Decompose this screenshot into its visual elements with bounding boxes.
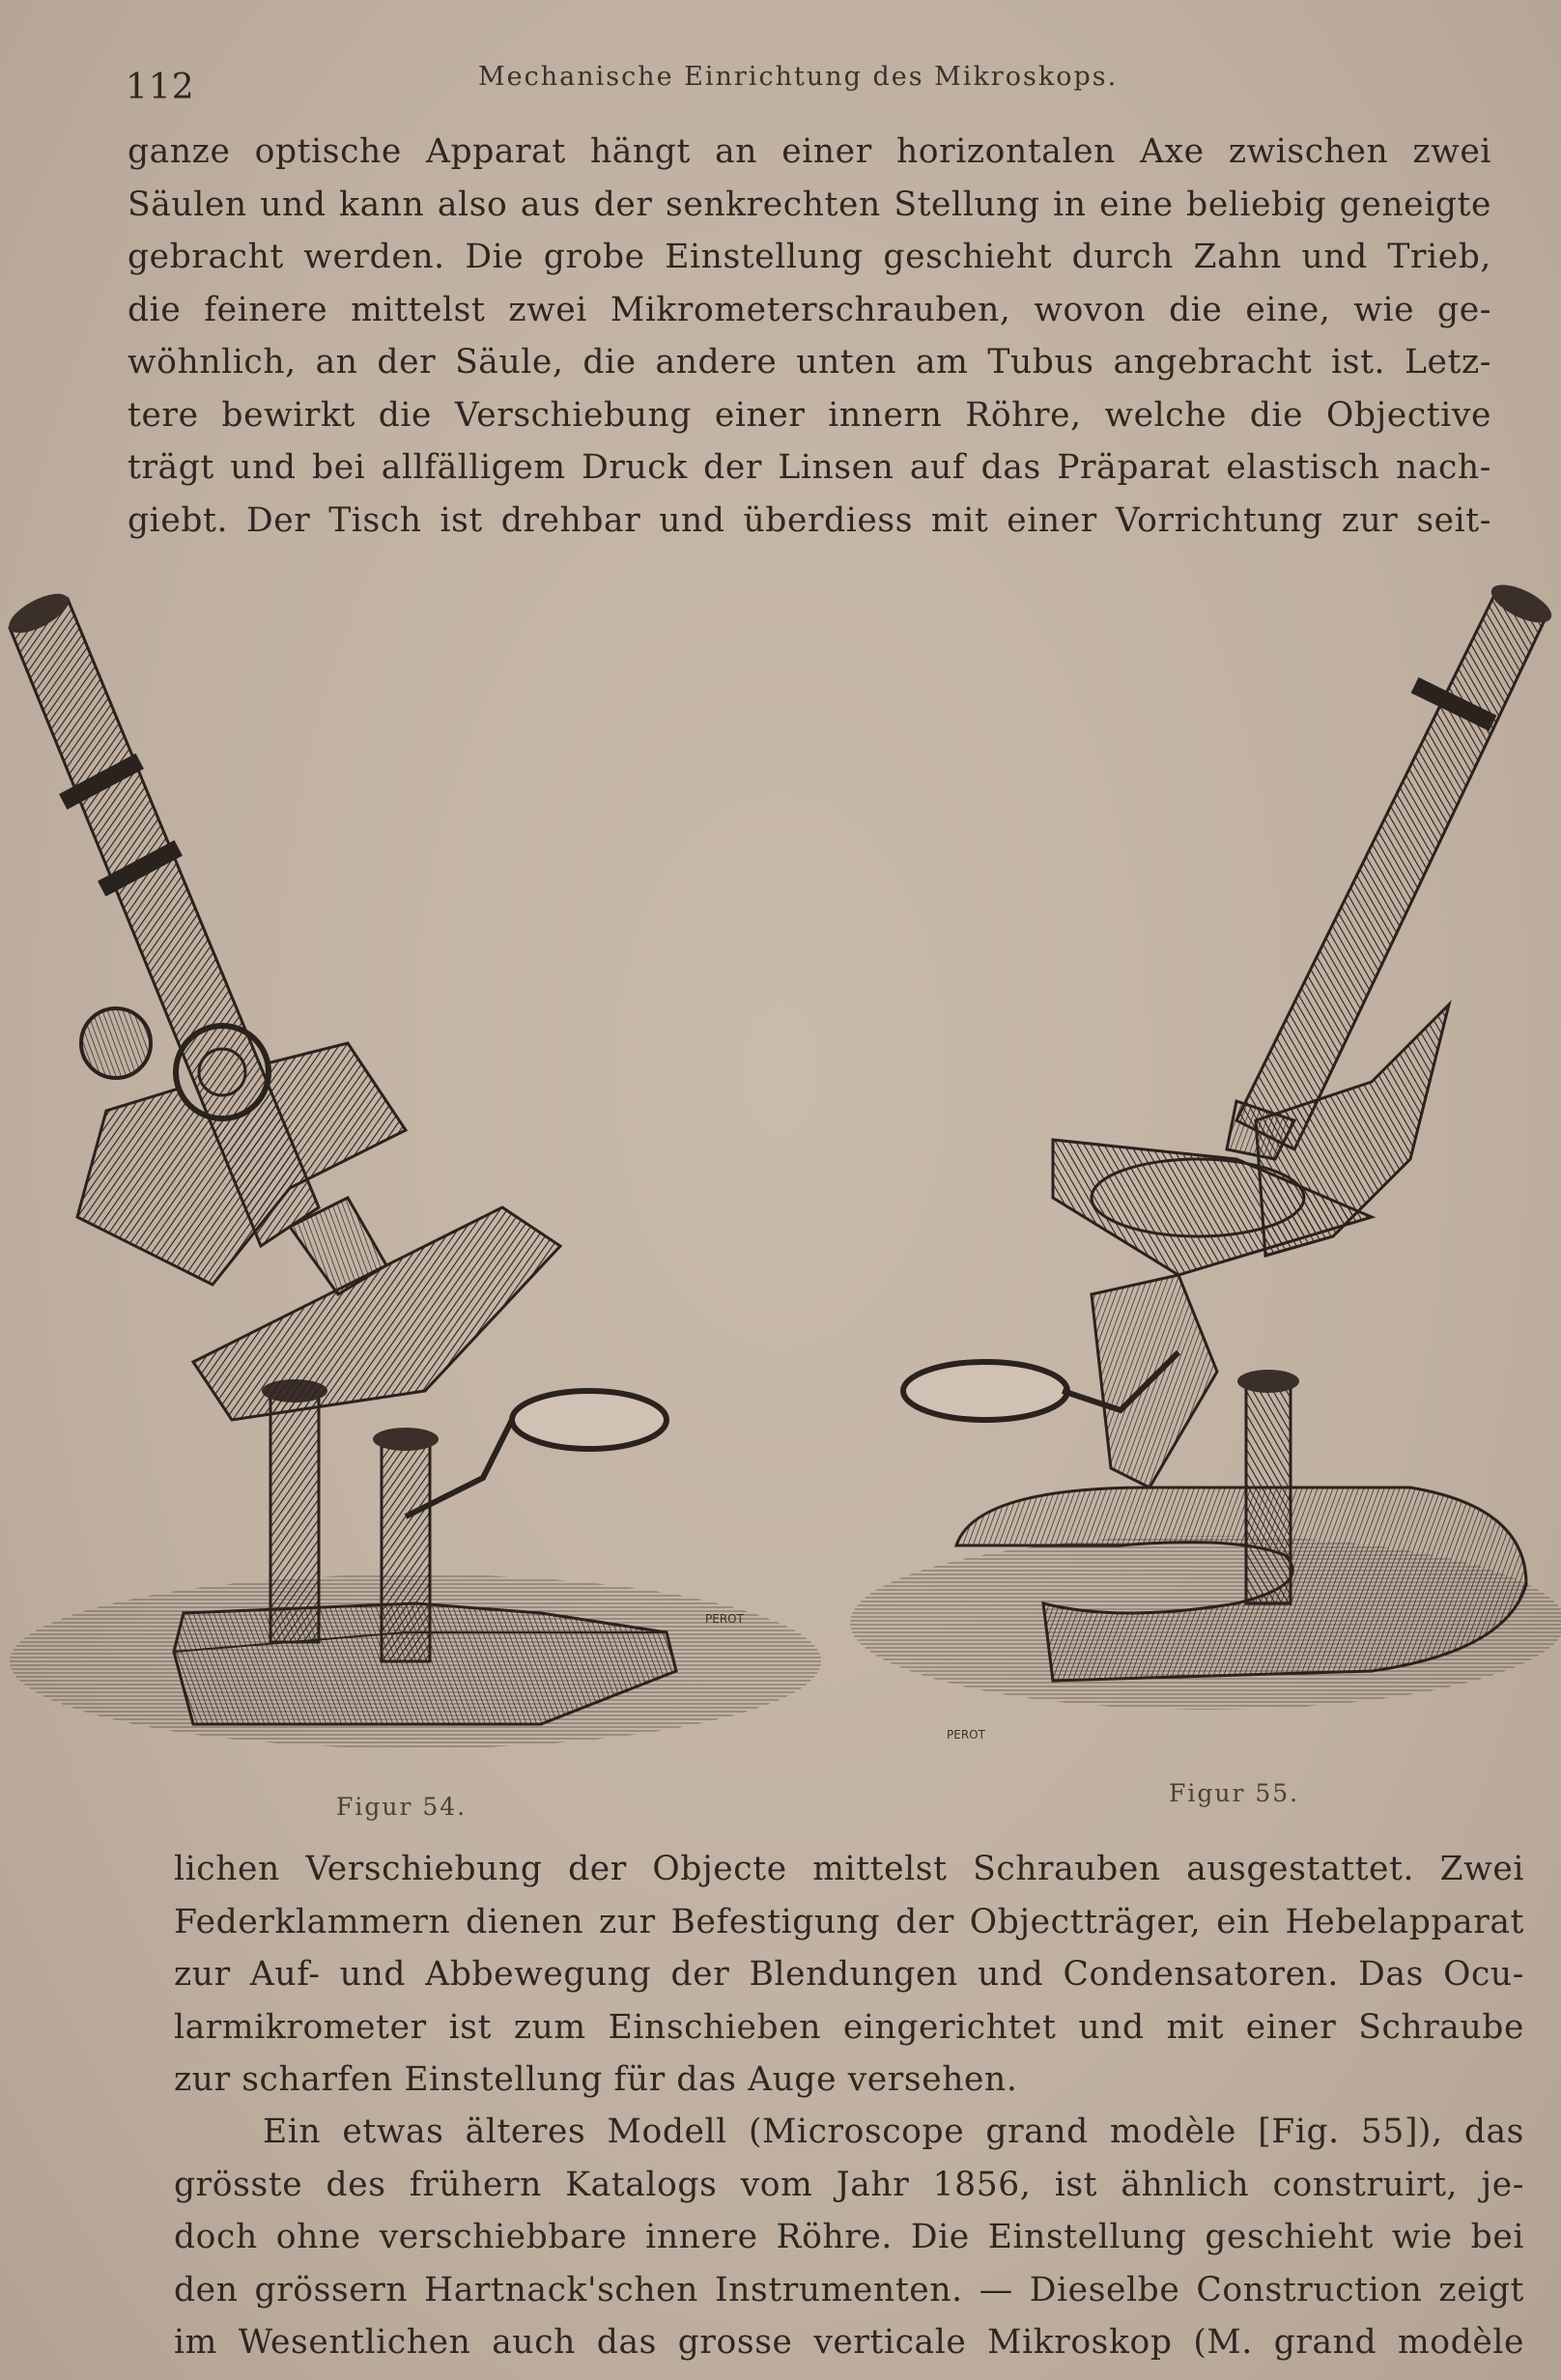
- text-line: grösste des frühern Katalogs vom Jahr 1856, ist ähnlich construirt, je-: [174, 2165, 1524, 2204]
- paragraph-top: [128, 126, 1491, 547]
- text-line: gebracht werden. Die grobe Einstellung geschieht durch Zahn und Trieb,: [128, 238, 1491, 276]
- text-line: tere bewirkt die Verschiebung einer innern Röhre, welche die Objective: [128, 395, 1491, 435]
- text-line: trägt und bei allfälligem Druck der Linsen auf das Präparat elastisch nach-: [128, 448, 1491, 487]
- text-line: zur Auf- und Abbewegung der Blendungen und Condensatoren. Das Ocu-: [174, 1955, 1524, 1994]
- figure-55-microscope-illustration: [831, 580, 1561, 1768]
- page-number: 112: [126, 68, 195, 107]
- figure-54-caption: Figur 54.: [336, 1793, 468, 1821]
- text-line: die feinere mittelst zwei Mikrometerschrauben, wovon die eine, wie ge-: [128, 290, 1491, 329]
- engraver-signature: PEROT: [947, 1728, 985, 1742]
- text-line: ganze optische Apparat hängt an einer horizontalen Axe zwischen zwei: [128, 132, 1491, 171]
- text-line: Säulen und kann also aus der senkrechten Stellung in eine beliebig geneigte: [128, 184, 1491, 224]
- text-line: den grössern Hartnack'schen Instrumenten. — Dieselbe Construction zeigt: [174, 2270, 1524, 2309]
- text-line: lichen Verschiebung der Objecte mittelst Schrauben ausgestattet. Zwei: [174, 1850, 1524, 1888]
- paragraph-older-model: [174, 2106, 1524, 2369]
- text-line: Federklammern dienen zur Befestigung der Objectträger, ein Hebelapparat: [174, 1902, 1524, 1941]
- paragraph-continued: [174, 1843, 1524, 2107]
- page-header: [126, 60, 1497, 108]
- text-line: wöhnlich, an der Säule, die andere unten am Tubus angebracht ist. Letz-: [128, 343, 1491, 382]
- figure-55-caption: Figur 55.: [1169, 1779, 1300, 1807]
- text-line: giebt. Der Tisch ist drehbar und überdiess mit einer Vorrichtung zur seit-: [128, 500, 1491, 540]
- figure-54-microscope-illustration: [0, 589, 831, 1768]
- engraver-signature: PEROT: [705, 1612, 744, 1626]
- text-line: doch ohne verschiebbare innere Röhre. Die Einstellung geschieht wie bei: [174, 2218, 1524, 2256]
- running-head: Mechanische Einrichtung des Mikroskops.: [478, 62, 1119, 92]
- text-line: Ein etwas älteres Modell (Microscope grand modèle [Fig. 55]), das: [263, 2112, 1524, 2151]
- text-line: larmikrometer ist zum Einschieben eingerichtet und mit einer Schraube: [174, 2007, 1524, 2047]
- text-line-last: zur scharfen Einstellung für das Auge versehen.: [174, 2060, 1018, 2099]
- text-line: im Wesentlichen auch das grosse verticale Mikroskop (M. grand modèle: [174, 2323, 1524, 2362]
